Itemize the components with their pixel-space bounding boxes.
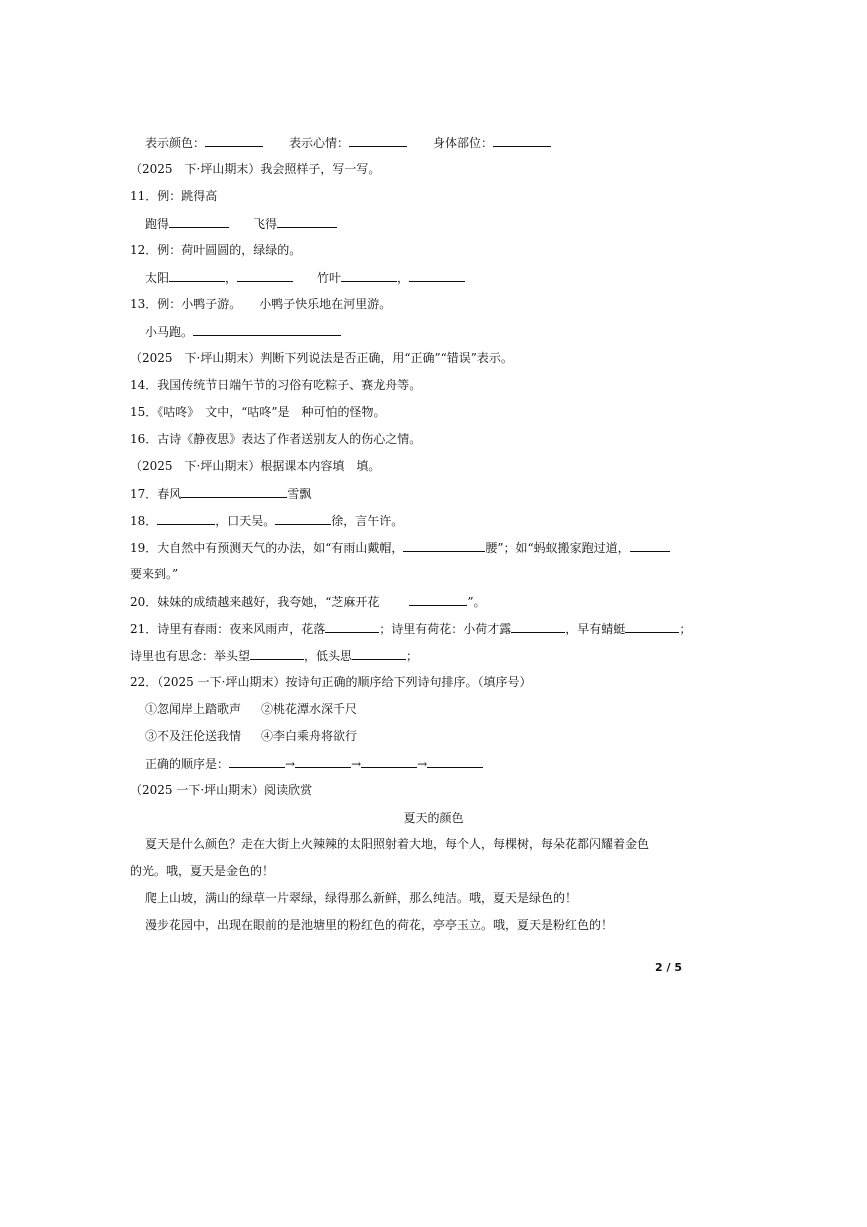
question-22-options-row2 [145,728,357,744]
blank-18b[interactable] [275,512,331,525]
blank-22d[interactable] [427,755,483,768]
section-header-imitate: （2025 下·坪山期末）我会照样子，写一写。 [130,162,381,176]
blank-21c[interactable] [625,620,679,633]
question-12: 12．例：荷叶圆圆的，绿绿的。 [130,243,302,257]
blank-12c[interactable] [341,269,397,282]
question-11-answers: 跑得 飞得 [145,215,337,232]
blank-mood[interactable] [349,134,407,147]
question-12-answers: 太阳 ， 竹叶 ， [145,269,465,286]
passage-title: 夏天的颜色 [403,811,464,825]
question-13-answer: 小马跑。 [145,323,341,340]
question-17: 17．春风 雪飘 [130,487,312,501]
blank-11b[interactable] [277,215,337,228]
question-21-cont: 诗里也有思念：举头望 ，低头思 ； [130,649,419,663]
option-3: ③不及汪伦送我情 [145,729,242,743]
blank-17[interactable] [181,485,287,498]
question-14: 14．我国传统节日端午节的习俗有吃粽子、赛龙舟等。 [130,378,422,392]
question-16: 16．古诗《静夜思》表达了作者送别友人的伤心之情。 [130,432,422,446]
question-19-cont: 要来到。” [130,567,179,581]
blank-21b[interactable] [511,620,565,633]
section-header-judge: （2025 下·坪山期末）判断下列说法是否正确，用“正确”“错误”表示。 [130,351,513,365]
blank-12d[interactable] [409,269,465,282]
question-21: 21．诗里有春雨：夜来风雨声，花落 ；诗里有荷花：小荷才露 ，早有蜻蜓 ； [130,622,692,636]
label-mood: 表示心情： [289,136,350,150]
word-category-row [145,134,551,151]
passage-paragraph-2: 爬上山坡，满山的绿草一片翠绿，绿得那么新鲜，那么纯洁。哦，夏天是绿色的！ [145,891,578,905]
blank-12b[interactable] [237,269,293,282]
blank-19b[interactable] [630,539,670,552]
blank-11a[interactable] [169,215,229,228]
option-2: ②桃花潭水深千尺 [261,702,358,716]
blank-12a[interactable] [169,269,225,282]
section-header-reading: （2025 一下·坪山期末）阅读欣赏 [130,783,313,797]
question-22-order: 正确的顺序是： → → → [145,755,483,772]
blank-22a[interactable] [229,755,285,768]
blank-22b[interactable] [295,755,351,768]
question-19: 19．大自然中有预测天气的办法，如“有雨山戴帽， 腰”；如“蚂蚁搬家跑过道， [130,539,670,556]
section-header-fill: （2025 下·坪山期末）根据课本内容填 填。 [130,459,381,473]
passage-paragraph-3: 漫步花园中，出现在眼前的是池塘里的粉红色的荷花，亭亭玉立。哦，夏天是粉红色的！ [145,918,614,932]
question-22-options-row1 [145,701,357,717]
question-11: 11．例：跳得高 [130,189,218,203]
blank-19a[interactable] [403,539,485,552]
page-number: 2 / 5 [655,961,682,974]
label-body-part: 身体部位： [433,136,494,150]
blank-20[interactable] [409,593,467,606]
arrow-icon: → [351,757,362,771]
blank-13[interactable] [193,323,341,336]
blank-21e[interactable] [352,647,406,660]
passage-paragraph-1: 夏天是什么颜色？走在大街上火辣辣的太阳照射着大地，每个人，每棵树，每朵花都闪耀着金色 [145,837,650,851]
question-15: 15．《咕咚》 文中，“咕咚”是 种可怕的怪物。 [130,405,386,419]
label-color: 表示颜色： [145,136,206,150]
blank-21a[interactable] [325,620,379,633]
question-22: 22．（2025 一下·坪山期末）按诗句正确的顺序给下列诗句排序。（填序号） [130,675,532,689]
question-13: 13．例：小鸭子游。 小鸭子快乐地在河里游。 [130,297,392,311]
option-1: ①忽闻岸上踏歌声 [145,702,242,716]
blank-body-part[interactable] [493,134,551,147]
question-20: 20．妹妹的成绩越来越好，我夸她，“芝麻开花 ”。 [130,595,486,609]
blank-18a[interactable] [157,512,215,525]
blank-21d[interactable] [250,647,304,660]
blank-color[interactable] [205,134,263,147]
passage-paragraph-1-cont: 的光。哦，夏天是金色的！ [130,864,275,878]
option-4: ④李白乘舟将欲行 [261,729,358,743]
arrow-icon: → [285,757,296,771]
arrow-icon: → [417,757,428,771]
question-18: 18． ，口天吴。 徐，言午许。 [130,514,404,528]
blank-22c[interactable] [361,755,417,768]
